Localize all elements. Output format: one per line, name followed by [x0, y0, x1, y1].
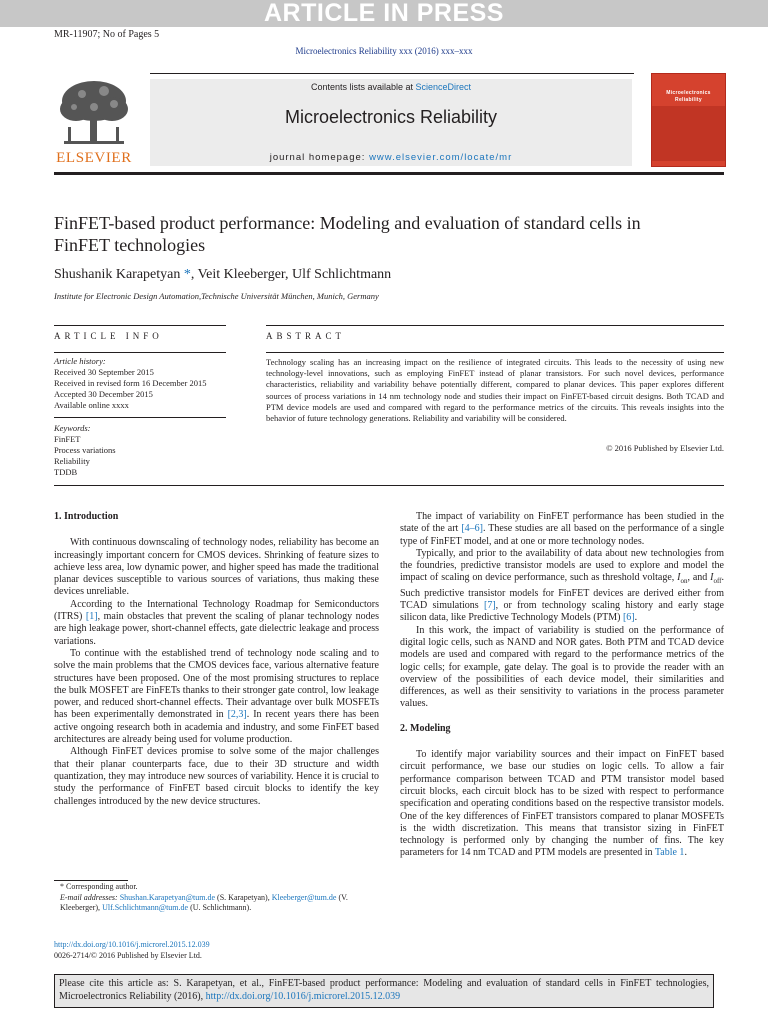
- right-column: [400, 511, 724, 860]
- author-names-rest: , Veit Kleeberger, Ulf Schlichtmann: [190, 267, 392, 282]
- keyword: FinFET: [54, 434, 81, 444]
- text-run: To continue with the established trend of technology node scaling and to solve the main problems that the CMOS devices face, various alternative feature structures have been proposed. One of the most promising structures to replace the bulk MOSFET are FinFETs thanks to their stronger gate control, low leakage power, and reduced short-channel effects. Their advantage over bulk MOSFETs has been experimentally demonstrated in: [54, 647, 379, 721]
- keywords: [54, 423, 226, 478]
- article-info-subrule: [54, 352, 226, 353]
- citation-link[interactable]: [4–6]: [461, 523, 483, 535]
- footnote-rule: [54, 880, 128, 881]
- manuscript-id: MR-11907; No of Pages 5: [54, 29, 160, 40]
- article-info-heading: ARTICLE INFO: [54, 331, 163, 341]
- text-run: According to the International Technology Roadmap for Semiconductors (ITRS): [54, 598, 379, 623]
- masthead-box: [150, 79, 632, 166]
- text-run: . Such predictive transistor models for FinFET devices are derived either from TCAD simulations: [400, 572, 724, 612]
- email-label: E-mail addresses:: [60, 892, 120, 902]
- article-title-line2: FinFET technologies: [54, 235, 206, 255]
- abstract-rule: [266, 325, 724, 326]
- homepage-prefix: journal homepage:: [269, 152, 370, 163]
- history-item: Accepted 30 December 2015: [54, 389, 153, 399]
- email-link[interactable]: Shushan.Karapetyan@tum.de: [119, 892, 216, 902]
- corresponding-author-note: * Corresponding author.: [60, 882, 138, 891]
- journal-reference-link[interactable]: Microelectronics Reliability xxx (2016) xxx–xxx: [295, 46, 473, 56]
- journal-title: Microelectronics Reliability: [284, 107, 498, 127]
- keywords-label: Keywords:: [54, 423, 91, 433]
- history-label: Article history:: [54, 356, 106, 366]
- article-info: [54, 356, 226, 478]
- paragraph: [54, 648, 379, 746]
- email-owner: (S. Karapetyan),: [215, 892, 272, 902]
- cover-title-line2: Reliability: [675, 97, 702, 103]
- paragraph: In this work, the impact of variability is studied on the performance of digital logic cells, such as NAND and NOR gates. Both PTM and TCAD device models are used and compared with regard to the performance metrics of the logic cells; for example, gate delay. The goal is to provide the reader with an overview of the possibilities of each device model, their similarities and differences, as well as their sensitivity to variations in the process parameter values.: [400, 624, 724, 710]
- footnotes: [54, 882, 384, 914]
- keyword: Process variations: [54, 445, 116, 455]
- email-owner: (U. Schlichtmann).: [188, 903, 252, 912]
- text-run: To identify major variability sources and their impact on FinFET based circuit performance, we base our studies on logic cells. To allow a fair performance comparison between TCAD and PTM transistor model based circuit blocks, each circuit block has to be sized with respect to performance specification and operating conditions based on the respective transistor models. One of the key differences of FinFET transistors compared to planar MOSFETs is the width discretization. This means that transistor sizing in FinFET technology is performed only by changing the number of fins. The key parameters for 14 nm TCAD and PTM models are presented in: [400, 749, 724, 859]
- keyword: TDDB: [54, 467, 78, 477]
- citation-link[interactable]: [6]: [622, 612, 635, 624]
- author-name: Shushanik Karapetyan: [54, 267, 181, 282]
- left-column: [54, 511, 379, 808]
- history-item: Received in revised form 16 December 2015: [54, 378, 207, 388]
- text-run: The impact of variability on FinFET performance has been studied in the state of the art: [400, 511, 724, 535]
- text-run: , main obstacles that prevent the scaling of planar technology nodes are high leakage power, short-channel effects, gate dielectric leakage and process variations.: [54, 611, 379, 647]
- text-run: , or from technology scaling history and early stage silicon data, like Predictive Technology Models (PTM): [400, 600, 724, 624]
- banner-text: ARTICLE IN PRESS: [264, 0, 504, 27]
- keyword: Reliability: [54, 456, 90, 466]
- cover-title-line1: Microelectronics: [666, 90, 711, 96]
- elsevier-wordmark: ELSEVIER: [56, 150, 132, 166]
- table-reference-link[interactable]: Table 1: [654, 847, 685, 859]
- article-title: [54, 212, 714, 256]
- citation-box: [54, 974, 714, 1008]
- doi-link[interactable]: http://dx.doi.org/10.1016/j.microrel.2015.12.039: [54, 940, 210, 949]
- paragraph: [54, 599, 379, 648]
- abstract-heading: ABSTRACT: [266, 331, 346, 341]
- abstract-bottom-rule: [54, 485, 724, 486]
- ioff-subscript: off: [713, 577, 722, 586]
- text-run: . In recent years there has been active ongoing research both in academia and industry, and some FinFET based architectures are already being used for volume production.: [54, 709, 379, 746]
- doi-block: [54, 939, 384, 961]
- abstract-subrule: [266, 352, 724, 353]
- info-divider: [54, 417, 226, 418]
- ioff-symbol: I: [710, 572, 714, 584]
- masthead-bottom-rule: [54, 172, 724, 175]
- issn-line: 0026-2714/© 2016 Published by Elsevier Ltd.: [54, 951, 202, 960]
- abstract-copyright: © 2016 Published by Elsevier Ltd.: [606, 443, 724, 453]
- contents-prefix: Contents lists available at: [310, 82, 416, 92]
- ion-subscript: on: [680, 577, 688, 586]
- affiliation: Institute for Electronic Design Automation,Technische Universität München, Munich, Germany: [54, 291, 379, 301]
- article-info-rule: [54, 325, 226, 326]
- ion-symbol: I: [677, 572, 681, 584]
- email-addresses: [54, 893, 384, 914]
- journal-homepage-link[interactable]: www.elsevier.com/locate/mr: [369, 152, 513, 163]
- text-run: . These studies are all based on the performance of a single type of FinFET model, and at one or more technology nodes.: [400, 523, 725, 547]
- history-item: Received 30 September 2015: [54, 367, 154, 377]
- author-list: [54, 267, 714, 283]
- citation-link[interactable]: [2,3]: [227, 709, 247, 721]
- article-history: [54, 356, 226, 411]
- article-title-line1: FinFET-based product performance: Modeling and evaluation of standard cells in: [54, 213, 641, 233]
- paragraph: [400, 749, 724, 860]
- email-link[interactable]: Kleeberger@tum.de: [271, 892, 337, 902]
- paragraph: With continuous downscaling of technology nodes, reliability has become an increasingly important concern for CMOS devices. Shrinking of feature sizes to achieve less area, low dynamic power, and higher speed has made the traditional planar devices susceptible to various sources of variations, thus making these devices unreliable.: [54, 537, 379, 598]
- paragraph: [400, 511, 724, 548]
- citation-link[interactable]: [7]: [483, 600, 496, 612]
- article-in-press-banner: [0, 0, 768, 27]
- journal-cover-thumbnail[interactable]: [651, 73, 726, 167]
- section-heading-modeling: 2. Modeling: [400, 722, 451, 734]
- cover-title: [652, 90, 725, 104]
- sciencedirect-link[interactable]: ScienceDirect: [415, 82, 472, 92]
- email-link[interactable]: Ulf.Schlichtmann@tum.de: [102, 903, 189, 912]
- history-item: Available online xxxx: [54, 400, 129, 410]
- citation-doi-link[interactable]: http://dx.doi.org/10.1016/j.microrel.2015.12.039: [205, 991, 401, 1002]
- text-run: Typically, and prior to the availability of data about new technologies from the foundries, predictive transistor models are used to explore and model the impact of scaling on device performance, such as threshold voltage,: [400, 547, 724, 584]
- citation-text: Please cite this article as: S. Karapetyan, et al., FinFET-based product performance: Modeling and evaluation of standard cells in FinFET technologies, Microelectronics Reliability (2016),: [59, 978, 709, 1002]
- section-heading-introduction: 1. Introduction: [54, 511, 119, 522]
- text-run: .: [684, 847, 687, 859]
- paragraph: [400, 548, 724, 625]
- email-owner: (V. Kleeberger),: [60, 892, 348, 912]
- text-run: , and: [687, 572, 711, 584]
- text-run: .: [634, 612, 638, 624]
- corresponding-author-link[interactable]: *: [180, 267, 191, 282]
- contents-line: [150, 82, 632, 92]
- cover-image-band: [652, 106, 725, 161]
- abstract-text: Technology scaling has an increasing impact on the resilience of integrated circuits. This leads to the necessity of using new technology-level innovations, such as employing FinFET instead of planar transistors. For such novel devices, performance characteristics, reliability and variability behave potentially different, compared to planar devices. This paper explores different sources of process variations in 14 nm technology node and studies their impact on FinFET-based circuit designs. Both TCAD and PTM device models are used and compared with regard to the performance metrics of the circuits. This reveals insights into the behavior of future technology generations. Reliability and variability will be considered.: [266, 357, 724, 424]
- paragraph: Although FinFET devices promise to solve some of the major challenges that their planar counterparts face, due to their 3D structure and width quantization, they may introduce new sources of variability. Hence it is crucial to study the performance of FinFET based circuit blocks to identify the key challenges introduced by the new device structures.: [54, 746, 379, 807]
- homepage-line: [150, 152, 632, 163]
- citation-link[interactable]: [1]: [85, 611, 98, 623]
- masthead-top-rule: [150, 73, 634, 74]
